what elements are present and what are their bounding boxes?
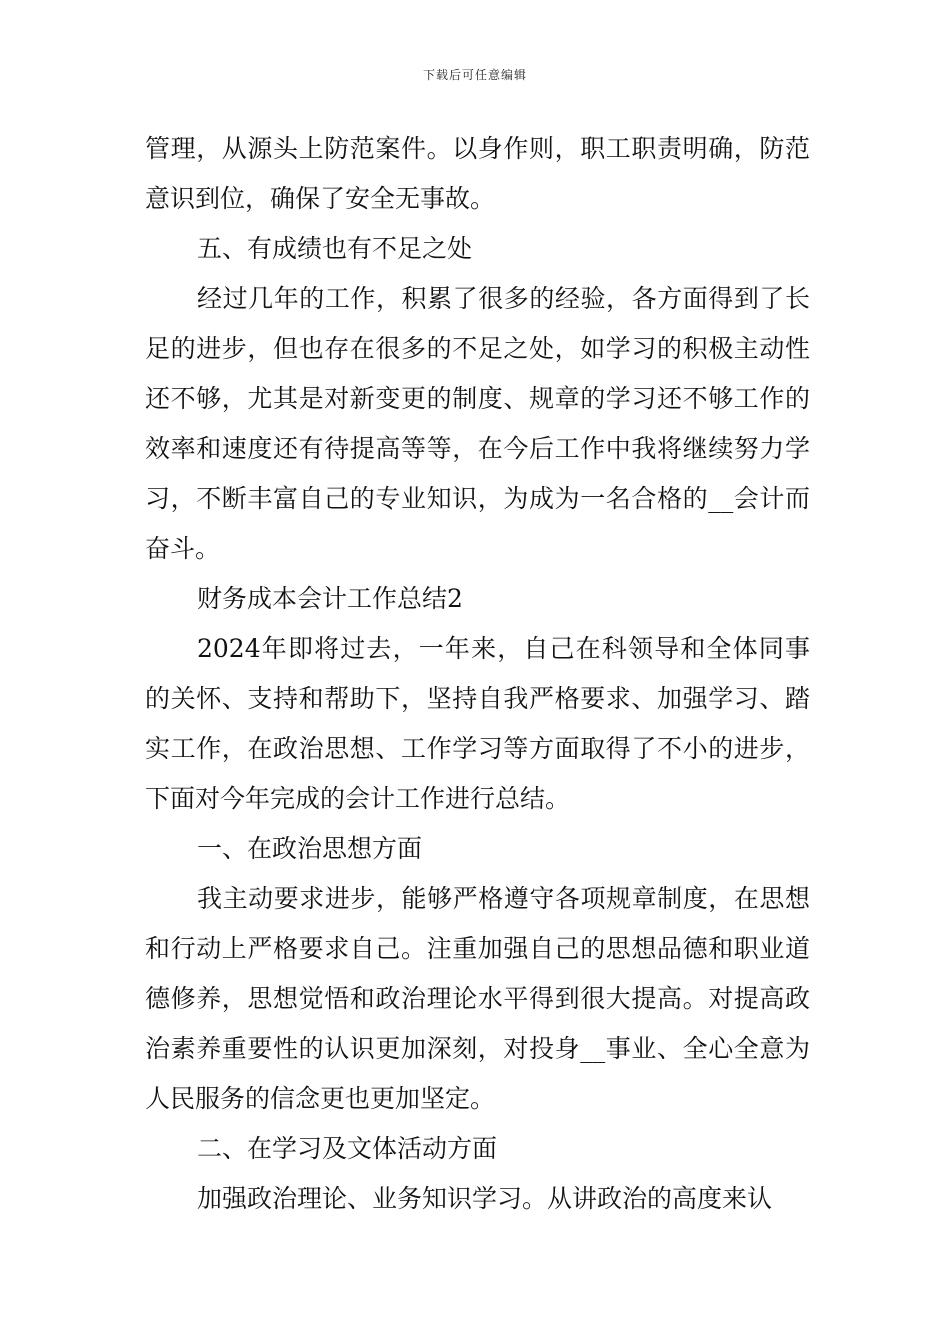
header-note: 下载后可任意编辑: [422, 68, 527, 82]
section-heading-5: 五、有成绩也有不足之处: [197, 234, 473, 263]
paragraph-summary: 经过几年的工作，积累了很多的经验，各方面得到了长足的进步，但也存在很多的不足之处，如学习的积极主动性还不够，尤其是对新变更的制度、规章的学习还不够工作的效率和速度还有待提高等等，在今后工作中我将继续努力学习，不断丰富自己的专业知识，为成为一名合格的__会计而奋斗。: [145, 284, 810, 563]
section-heading-2: 二、在学习及文体活动方面: [197, 1134, 498, 1163]
section-heading-1: 一、在政治思想方面: [197, 834, 423, 863]
document-body: [145, 124, 810, 1224]
paragraph-continuation: 管理，从源头上防范案件。以身作则，职工职责明确，防范意识到位，确保了安全无事故。: [145, 134, 810, 213]
paragraph-political: 我主动要求进步，能够严格遵守各项规章制度，在思想和行动上严格要求自己。注重加强自己的思想品德和职业道德修养，思想觉悟和政治理论水平得到很大提高。对提高政治素养重要性的认识更加深刻，对投身__事业、全心全意为人民服务的信念更也更加坚定。: [145, 884, 810, 1113]
paragraph-intro: 2024年即将过去，一年来，自己在科领导和全体同事的关怀、支持和帮助下，坚持自我严格要求、加强学习、踏实工作，在政治思想、工作学习等方面取得了不小的进步，下面对今年完成的会计工作进行总结。: [145, 634, 810, 813]
paragraph-study: 加强政治理论、业务知识学习。从讲政治的高度来认: [197, 1184, 773, 1213]
document-title-2: 财务成本会计工作总结2: [197, 584, 463, 613]
